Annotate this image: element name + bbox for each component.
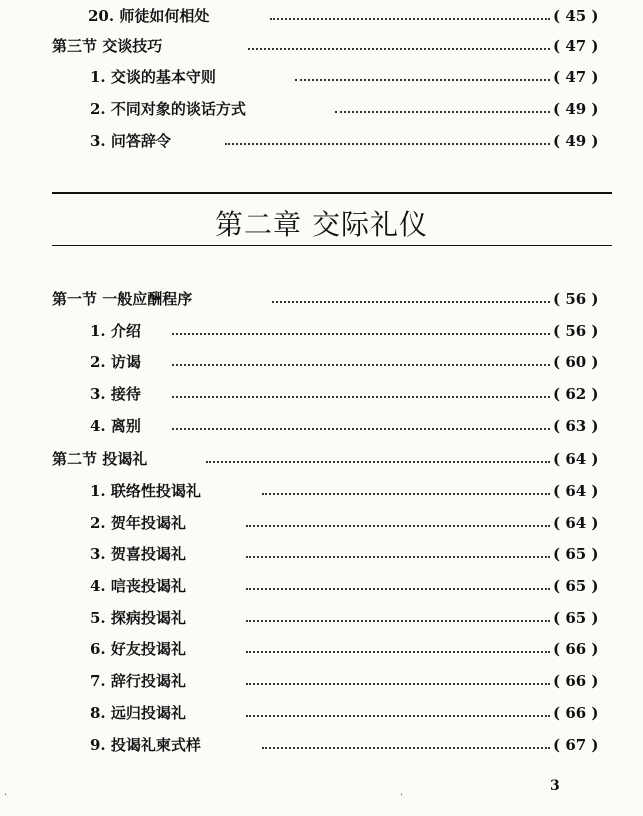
toc-entry-label: 2. 不同对象的谈话方式 <box>90 100 246 118</box>
toc-entry-label: 8. 远归投谒礼 <box>90 704 186 722</box>
toc-section-page: ( 56 ) <box>553 290 599 308</box>
dot-leader <box>225 143 550 145</box>
toc-entry-page: ( 60 ) <box>553 353 599 371</box>
toc-entry-label: 9. 投谒礼柬式样 <box>90 736 201 754</box>
toc-entry-page: ( 65 ) <box>553 545 599 563</box>
toc-entry-label: 3. 问答辞令 <box>90 132 171 150</box>
toc-entry-label: 3. 贺喜投谒礼 <box>90 545 186 563</box>
toc-entry-page: ( 65 ) <box>553 577 599 595</box>
toc-entry-page: ( 62 ) <box>553 385 599 403</box>
scan-speck: · <box>400 790 404 801</box>
page-number: 3 <box>550 778 560 794</box>
toc-entry-page: ( 66 ) <box>553 704 599 722</box>
dot-leader <box>172 333 550 335</box>
toc-entry-page: ( 56 ) <box>553 322 599 340</box>
dot-leader <box>246 588 550 590</box>
toc-entry-page: ( 66 ) <box>553 672 599 690</box>
toc-section-page: ( 47 ) <box>553 37 599 55</box>
toc-entry-page: ( 45 ) <box>553 7 599 25</box>
toc-entry <box>0 4 643 28</box>
toc-entry <box>0 637 643 661</box>
chapter-rule-top <box>52 192 612 194</box>
toc-entry-label: 1. 联络性投谒礼 <box>90 482 201 500</box>
dot-leader <box>172 396 550 398</box>
chapter-rule-bottom <box>52 245 612 246</box>
toc-entry-label: 4. 唁丧投谒礼 <box>90 577 186 595</box>
toc-entry <box>0 669 643 693</box>
toc-entry-label: 3. 接待 <box>90 385 141 403</box>
toc-entry-label: 1. 介绍 <box>90 322 141 340</box>
toc-entry-label: 20. 师徒如何相处 <box>88 7 210 25</box>
chapter-title: 第二章 交际礼仪 <box>215 208 428 241</box>
dot-leader <box>295 79 550 81</box>
toc-entry-label: 7. 辞行投谒礼 <box>90 672 186 690</box>
toc-section-page: ( 64 ) <box>553 450 599 468</box>
toc-entry <box>0 733 643 757</box>
toc-entry <box>0 97 643 121</box>
toc-entry <box>0 129 643 153</box>
toc-entry-page: ( 49 ) <box>553 100 599 118</box>
toc-section-label: 第二节 投谒礼 <box>52 450 148 468</box>
dot-leader <box>270 18 550 20</box>
dot-leader <box>172 364 550 366</box>
toc-entry-label: 1. 交谈的基本守则 <box>90 68 216 86</box>
dot-leader <box>246 525 550 527</box>
dot-leader <box>246 683 550 685</box>
dot-leader <box>272 301 550 303</box>
toc-section <box>0 287 643 311</box>
toc-entry-page: ( 63 ) <box>553 417 599 435</box>
toc-entry-page: ( 66 ) <box>553 640 599 658</box>
toc-entry <box>0 382 643 406</box>
toc-entry <box>0 479 643 503</box>
toc-entry-page: ( 67 ) <box>553 736 599 754</box>
dot-leader <box>206 461 550 463</box>
dot-leader <box>246 651 550 653</box>
toc-section <box>0 447 643 471</box>
toc-entry-page: ( 65 ) <box>553 609 599 627</box>
dot-leader <box>246 715 550 717</box>
toc-entry <box>0 542 643 566</box>
toc-entry-page: ( 64 ) <box>553 482 599 500</box>
toc-entry-page: ( 47 ) <box>553 68 599 86</box>
toc-entry-label: 5. 探病投谒礼 <box>90 609 186 627</box>
toc-entry-label: 2. 贺年投谒礼 <box>90 514 186 532</box>
toc-entry-label: 2. 访谒 <box>90 353 141 371</box>
dot-leader <box>262 747 550 749</box>
toc-entry <box>0 319 643 343</box>
dot-leader <box>335 111 550 113</box>
dot-leader <box>248 48 550 50</box>
toc-entry <box>0 701 643 725</box>
scan-speck: · <box>4 790 8 801</box>
dot-leader <box>262 493 550 495</box>
toc-entry <box>0 65 643 89</box>
dot-leader <box>246 556 550 558</box>
toc-entry-label: 6. 好友投谒礼 <box>90 640 186 658</box>
toc-entry-page: ( 64 ) <box>553 514 599 532</box>
toc-entry <box>0 606 643 630</box>
toc-section-label: 第一节 一般应酬程序 <box>52 290 193 308</box>
toc-section <box>0 34 643 58</box>
dot-leader <box>172 428 550 430</box>
dot-leader <box>246 620 550 622</box>
toc-entry <box>0 511 643 535</box>
toc-entry <box>0 414 643 438</box>
toc-entry-label: 4. 离别 <box>90 417 141 435</box>
toc-entry-page: ( 49 ) <box>553 132 599 150</box>
toc-section-label: 第三节 交谈技巧 <box>52 37 163 55</box>
toc-entry <box>0 350 643 374</box>
toc-entry <box>0 574 643 598</box>
